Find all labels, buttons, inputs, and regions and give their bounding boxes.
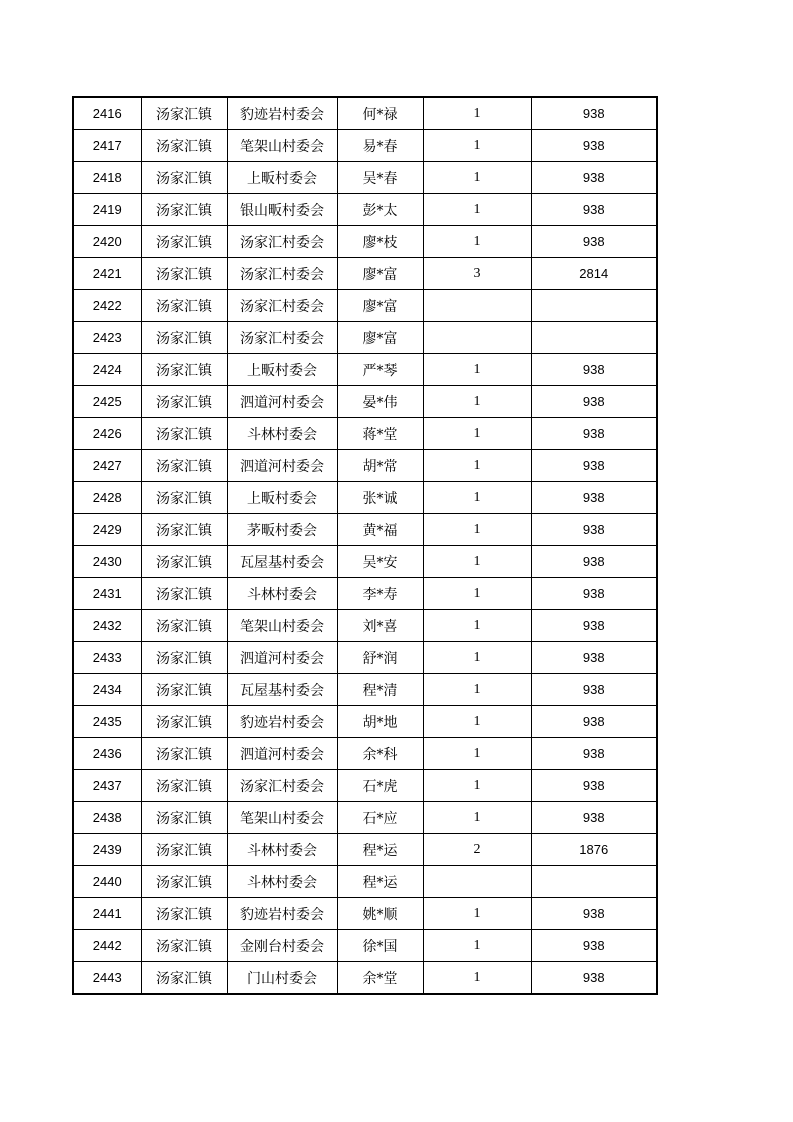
person-count-cell: 1 [423, 802, 531, 834]
town-cell: 汤家汇镇 [141, 450, 227, 482]
person-count-cell [423, 322, 531, 354]
amount-cell: 938 [531, 514, 657, 546]
table-row [73, 738, 657, 770]
village-committee-cell: 斗林村委会 [227, 866, 337, 898]
town-cell: 汤家汇镇 [141, 514, 227, 546]
table-row [73, 834, 657, 866]
row-number-cell: 2439 [73, 834, 141, 866]
row-number-cell: 2420 [73, 226, 141, 258]
town-cell: 汤家汇镇 [141, 674, 227, 706]
table-row [73, 962, 657, 995]
person-count-cell: 1 [423, 514, 531, 546]
person-count-cell: 3 [423, 258, 531, 290]
row-number-cell: 2429 [73, 514, 141, 546]
person-name-cell: 黄*福 [337, 514, 423, 546]
person-name-cell: 程*运 [337, 866, 423, 898]
village-committee-cell: 笔架山村委会 [227, 130, 337, 162]
amount-cell: 938 [531, 162, 657, 194]
row-number-cell: 2430 [73, 546, 141, 578]
amount-cell: 938 [531, 482, 657, 514]
village-committee-cell: 豹迹岩村委会 [227, 97, 337, 130]
village-committee-cell: 汤家汇村委会 [227, 770, 337, 802]
amount-cell: 938 [531, 770, 657, 802]
table-row [73, 97, 657, 130]
village-committee-cell: 笔架山村委会 [227, 610, 337, 642]
person-name-cell: 吴*春 [337, 162, 423, 194]
town-cell: 汤家汇镇 [141, 162, 227, 194]
village-committee-cell: 上畈村委会 [227, 162, 337, 194]
row-number-cell: 2423 [73, 322, 141, 354]
person-count-cell: 1 [423, 450, 531, 482]
amount-cell: 938 [531, 674, 657, 706]
amount-cell: 938 [531, 706, 657, 738]
town-cell: 汤家汇镇 [141, 258, 227, 290]
amount-cell [531, 290, 657, 322]
row-number-cell: 2428 [73, 482, 141, 514]
person-count-cell: 1 [423, 194, 531, 226]
person-name-cell: 李*寿 [337, 578, 423, 610]
person-name-cell: 廖*富 [337, 258, 423, 290]
town-cell: 汤家汇镇 [141, 322, 227, 354]
amount-cell: 938 [531, 354, 657, 386]
village-committee-cell: 豹迹岩村委会 [227, 706, 337, 738]
town-cell: 汤家汇镇 [141, 738, 227, 770]
person-count-cell: 1 [423, 930, 531, 962]
row-number-cell: 2434 [73, 674, 141, 706]
row-number-cell: 2416 [73, 97, 141, 130]
town-cell: 汤家汇镇 [141, 418, 227, 450]
row-number-cell: 2417 [73, 130, 141, 162]
person-count-cell: 1 [423, 578, 531, 610]
row-number-cell: 2432 [73, 610, 141, 642]
person-name-cell: 余*堂 [337, 962, 423, 995]
person-count-cell: 1 [423, 738, 531, 770]
person-count-cell [423, 290, 531, 322]
village-committee-cell: 汤家汇村委会 [227, 226, 337, 258]
amount-cell: 938 [531, 194, 657, 226]
person-name-cell: 石*应 [337, 802, 423, 834]
town-cell: 汤家汇镇 [141, 97, 227, 130]
town-cell: 汤家汇镇 [141, 642, 227, 674]
table-row [73, 706, 657, 738]
town-cell: 汤家汇镇 [141, 194, 227, 226]
person-name-cell: 刘*喜 [337, 610, 423, 642]
person-name-cell: 胡*常 [337, 450, 423, 482]
amount-cell: 938 [531, 642, 657, 674]
table-row [73, 514, 657, 546]
town-cell: 汤家汇镇 [141, 770, 227, 802]
amount-cell: 938 [531, 898, 657, 930]
village-committee-cell: 汤家汇村委会 [227, 290, 337, 322]
town-cell: 汤家汇镇 [141, 962, 227, 995]
amount-cell: 938 [531, 450, 657, 482]
row-number-cell: 2419 [73, 194, 141, 226]
town-cell: 汤家汇镇 [141, 610, 227, 642]
row-number-cell: 2442 [73, 930, 141, 962]
person-name-cell: 胡*地 [337, 706, 423, 738]
person-name-cell: 徐*国 [337, 930, 423, 962]
village-committee-cell: 斗林村委会 [227, 834, 337, 866]
table-row [73, 674, 657, 706]
row-number-cell: 2433 [73, 642, 141, 674]
person-name-cell: 彭*太 [337, 194, 423, 226]
village-committee-cell: 豹迹岩村委会 [227, 898, 337, 930]
table-row [73, 354, 657, 386]
row-number-cell: 2441 [73, 898, 141, 930]
village-committee-cell: 泗道河村委会 [227, 738, 337, 770]
row-number-cell: 2426 [73, 418, 141, 450]
amount-cell: 938 [531, 802, 657, 834]
town-cell: 汤家汇镇 [141, 354, 227, 386]
amount-cell: 2814 [531, 258, 657, 290]
table-row [73, 258, 657, 290]
table-row [73, 898, 657, 930]
town-cell: 汤家汇镇 [141, 226, 227, 258]
person-count-cell: 1 [423, 642, 531, 674]
table-row [73, 226, 657, 258]
person-name-cell: 程*运 [337, 834, 423, 866]
row-number-cell: 2424 [73, 354, 141, 386]
table-row [73, 130, 657, 162]
village-committee-cell: 斗林村委会 [227, 578, 337, 610]
person-name-cell: 程*清 [337, 674, 423, 706]
table-row [73, 450, 657, 482]
village-committee-cell: 汤家汇村委会 [227, 258, 337, 290]
village-committee-cell: 笔架山村委会 [227, 802, 337, 834]
person-name-cell: 吴*安 [337, 546, 423, 578]
person-name-cell: 石*虎 [337, 770, 423, 802]
town-cell: 汤家汇镇 [141, 706, 227, 738]
person-count-cell: 1 [423, 482, 531, 514]
row-number-cell: 2421 [73, 258, 141, 290]
table-row [73, 194, 657, 226]
person-count-cell: 1 [423, 354, 531, 386]
person-count-cell: 2 [423, 834, 531, 866]
person-count-cell: 1 [423, 546, 531, 578]
row-number-cell: 2437 [73, 770, 141, 802]
person-count-cell: 1 [423, 418, 531, 450]
person-name-cell: 蒋*堂 [337, 418, 423, 450]
roster-table [72, 96, 658, 995]
row-number-cell: 2422 [73, 290, 141, 322]
town-cell: 汤家汇镇 [141, 386, 227, 418]
row-number-cell: 2427 [73, 450, 141, 482]
table-row [73, 290, 657, 322]
village-committee-cell: 金刚台村委会 [227, 930, 337, 962]
person-count-cell: 1 [423, 386, 531, 418]
village-committee-cell: 上畈村委会 [227, 482, 337, 514]
table-row [73, 866, 657, 898]
village-committee-cell: 斗林村委会 [227, 418, 337, 450]
amount-cell: 938 [531, 546, 657, 578]
person-name-cell: 廖*富 [337, 290, 423, 322]
town-cell: 汤家汇镇 [141, 482, 227, 514]
person-name-cell: 晏*伟 [337, 386, 423, 418]
table-row [73, 162, 657, 194]
table-row [73, 482, 657, 514]
amount-cell: 938 [531, 578, 657, 610]
row-number-cell: 2425 [73, 386, 141, 418]
person-count-cell: 1 [423, 226, 531, 258]
village-committee-cell: 汤家汇村委会 [227, 322, 337, 354]
person-name-cell: 何*禄 [337, 97, 423, 130]
person-count-cell: 1 [423, 97, 531, 130]
town-cell: 汤家汇镇 [141, 578, 227, 610]
amount-cell: 938 [531, 97, 657, 130]
person-count-cell: 1 [423, 898, 531, 930]
town-cell: 汤家汇镇 [141, 930, 227, 962]
table-row [73, 386, 657, 418]
amount-cell: 938 [531, 738, 657, 770]
village-committee-cell: 泗道河村委会 [227, 386, 337, 418]
amount-cell: 938 [531, 418, 657, 450]
amount-cell: 938 [531, 226, 657, 258]
table-row [73, 546, 657, 578]
village-committee-cell: 银山畈村委会 [227, 194, 337, 226]
person-count-cell: 1 [423, 610, 531, 642]
village-committee-cell: 茅畈村委会 [227, 514, 337, 546]
amount-cell: 938 [531, 130, 657, 162]
town-cell: 汤家汇镇 [141, 546, 227, 578]
amount-cell: 938 [531, 962, 657, 995]
person-name-cell: 严*琴 [337, 354, 423, 386]
town-cell: 汤家汇镇 [141, 130, 227, 162]
row-number-cell: 2443 [73, 962, 141, 995]
person-count-cell: 1 [423, 130, 531, 162]
person-name-cell: 舒*润 [337, 642, 423, 674]
amount-cell: 1876 [531, 834, 657, 866]
table-row [73, 418, 657, 450]
amount-cell [531, 322, 657, 354]
table-row [73, 610, 657, 642]
table-row [73, 578, 657, 610]
row-number-cell: 2431 [73, 578, 141, 610]
row-number-cell: 2438 [73, 802, 141, 834]
person-count-cell: 1 [423, 674, 531, 706]
person-count-cell: 1 [423, 770, 531, 802]
person-name-cell: 张*诚 [337, 482, 423, 514]
amount-cell [531, 866, 657, 898]
village-committee-cell: 泗道河村委会 [227, 642, 337, 674]
table-row [73, 930, 657, 962]
person-name-cell: 姚*顺 [337, 898, 423, 930]
town-cell: 汤家汇镇 [141, 866, 227, 898]
person-name-cell: 余*科 [337, 738, 423, 770]
row-number-cell: 2436 [73, 738, 141, 770]
amount-cell: 938 [531, 930, 657, 962]
row-number-cell: 2418 [73, 162, 141, 194]
roster-table-body [73, 97, 657, 994]
table-row [73, 642, 657, 674]
person-name-cell: 廖*富 [337, 322, 423, 354]
row-number-cell: 2435 [73, 706, 141, 738]
village-committee-cell: 泗道河村委会 [227, 450, 337, 482]
table-row [73, 322, 657, 354]
village-committee-cell: 上畈村委会 [227, 354, 337, 386]
person-name-cell: 易*春 [337, 130, 423, 162]
person-name-cell: 廖*枝 [337, 226, 423, 258]
amount-cell: 938 [531, 610, 657, 642]
row-number-cell: 2440 [73, 866, 141, 898]
amount-cell: 938 [531, 386, 657, 418]
town-cell: 汤家汇镇 [141, 290, 227, 322]
village-committee-cell: 瓦屋基村委会 [227, 546, 337, 578]
person-count-cell: 1 [423, 706, 531, 738]
town-cell: 汤家汇镇 [141, 802, 227, 834]
village-committee-cell: 门山村委会 [227, 962, 337, 995]
village-committee-cell: 瓦屋基村委会 [227, 674, 337, 706]
table-row [73, 770, 657, 802]
person-count-cell: 1 [423, 962, 531, 995]
person-count-cell: 1 [423, 162, 531, 194]
town-cell: 汤家汇镇 [141, 898, 227, 930]
town-cell: 汤家汇镇 [141, 834, 227, 866]
table-row [73, 802, 657, 834]
person-count-cell [423, 866, 531, 898]
